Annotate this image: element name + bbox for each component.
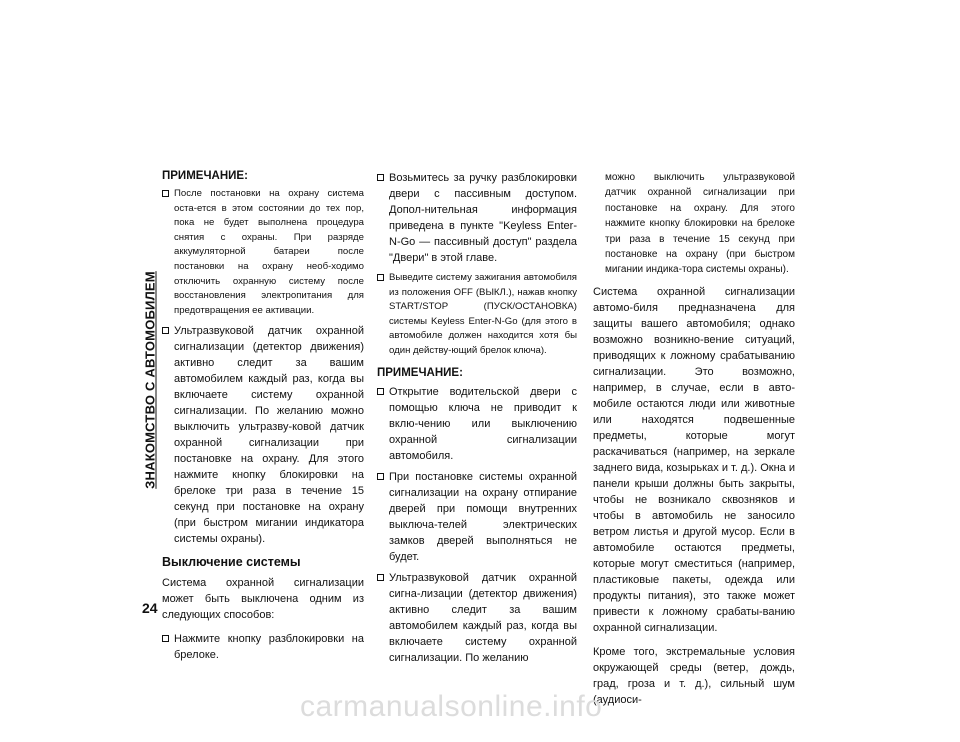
column-1 xyxy=(162,170,364,668)
note-continuation: можно выключить ультразвуковой датчик охранной сигнализации при постановке на охрану. Для этого нажмите кнопку блокировки на брелоке три раза в течение 15 секунд при постановке на охрану (при быстром мигании индика-тора системы охраны). xyxy=(605,172,795,276)
list-item: Выведите систему зажигания автомобиля из положения OFF (ВЫКЛ.), нажав кнопку START/STOP (ПУСК/ОСТАНОВКА) системы Keyless Enter-N-Go (для этого в автомобиле должен находится хотя бы один действу-ющий брелок ключа). xyxy=(377,271,577,359)
watermark: carmanualsonline.info xyxy=(300,690,603,723)
section-side-title-text: ЗНАКОМСТВО С АВТОМОБИЛЕМ xyxy=(142,271,158,489)
note-item: При постановке системы охранной сигнализации на охрану отпирание дверей при помощи внутренних выключа-телей электрических замков дверей выполняться не будет. xyxy=(377,469,577,565)
page-number: 24 xyxy=(142,600,158,616)
section-heading: Выключение системы xyxy=(162,555,301,570)
paragraph: Кроме того, экстремальные условия окружающей среды (ветер, дождь, град, гроза и т. д.), сильный шум (аудиоси- xyxy=(593,645,795,706)
note-item: Открытие водительской двери с помощью ключа не приводит к вклю-чению или выключению охранной сигнализации автомобиля. xyxy=(377,384,577,464)
note-item: Ультразвуковой датчик охранной сигна-лизации (детектор движения) активно следит за вашим автомобилем каждый раз, когда вы включаете систему охранной сигнализации. По желанию xyxy=(377,570,577,666)
list-item: Возьмитесь за ручку разблокировки двери с пассивным доступом. Допол-нительная информация приведена в пункте "Keyless Enter-N-Go — пассивный доступ" раздела "Двери" в этой главе. xyxy=(377,170,577,266)
column-2 xyxy=(377,170,577,671)
paragraph: Система охранной сигнализации может быть выключена одним из следующих способов: xyxy=(162,577,364,622)
paragraph: Система охранной сигнализации автомо-биля предназначена для защиты вашего автомобиля; однако возможно возникно-вение ситуаций, приводящих к ложному срабатыванию сигнализации. Это возможно, например, в случае, если в авто-мобиле остаются люди или животные или находятся подвешенные предметы, которые могут раскачиваться (например, на зеркале заднего вида, козырьках и т. д.). Окна и панели крыши должны быть закрыты, чтобы не возникало сквозняков и чтобы в автомобиль не заносило ветром листья и другой мусор. Если в автомобиле остаются предметы, которые могут сместиться (например, пластиковые пакеты, одежда или продукты питания), это также может привести к ложному срабаты-ванию охранной сигнализации. xyxy=(593,285,795,634)
note-item: Ультразвуковой датчик охранной сигнализации (детектор движения) активно следит за вашим автомобилем каждый раз, когда вы включаете систему охранной сигнализации. По желанию можно выключить ультразву-ковой датчик охранной сигнализации при постановке на охрану. Для этого нажмите кнопку блокировки на брелоке три раза в течение 15 секунд при постановке на охрану (при быстром мигании индикатора системы охраны). xyxy=(162,323,364,547)
section-side-title xyxy=(143,170,157,590)
column-3 xyxy=(593,170,795,716)
note-title: ПРИМЕЧАНИЕ: xyxy=(377,366,463,379)
note-title: ПРИМЕЧАНИЕ: xyxy=(162,170,248,182)
note-item: После постановки на охрану система оста-ется в этом состоянии до тех пор, пока не будет выполнена процедура снятия с охраны. При разряде аккумуляторной батареи после постановки на охрану необ-ходимо отключить охранную систему после восстановления электропитания для предотвращения ее активации. xyxy=(162,187,364,318)
list-item: Нажмите кнопку разблокировки на брелоке. xyxy=(162,631,364,663)
